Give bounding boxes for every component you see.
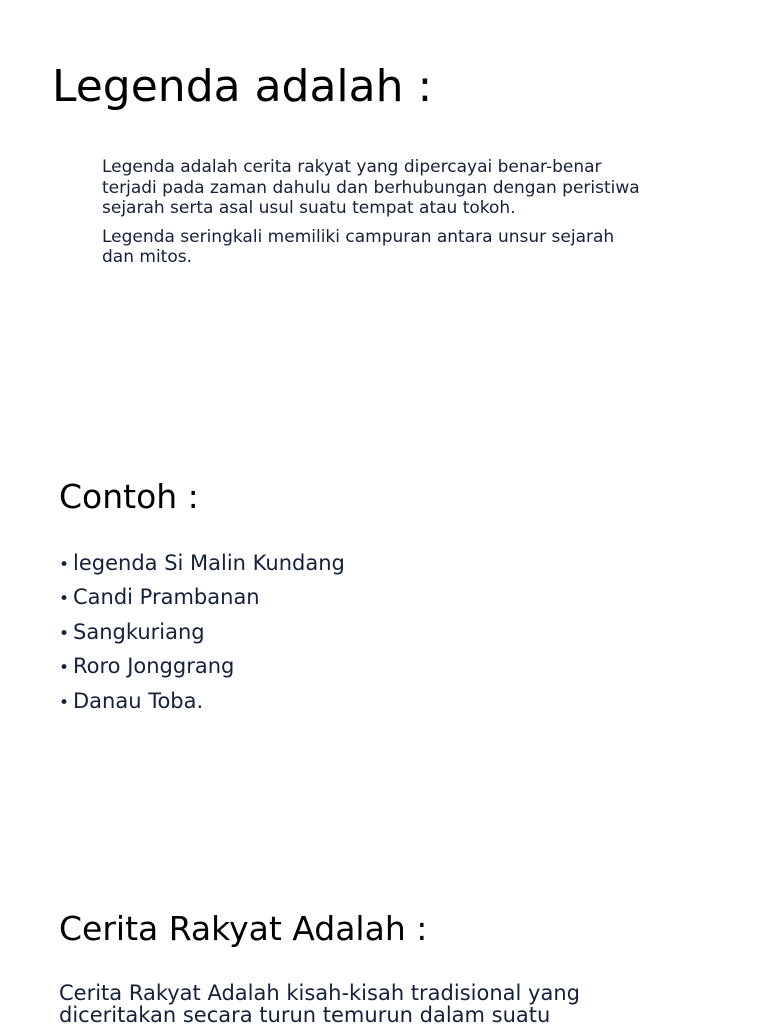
legenda-definition [102,157,642,276]
list-item-label: Roro Jonggrang [73,654,235,679]
contoh-title: Contoh : [59,477,199,516]
list-item-label: legenda Si Malin Kundang [73,551,345,575]
bullet-icon: • [59,658,70,679]
bullet-icon: • [59,692,70,713]
cerita-rakyat-paragraph: Cerita Rakyat Adalah kisah-kisah tradisional yang diceritakan secara turun temurun dalam suatu [59,981,580,1027]
bullet-icon: • [59,555,70,575]
list-item-label: Candi Prambanan [73,585,260,610]
list-item-label: Sangkuriang [73,619,205,644]
legenda-title: Legenda adalah : [52,61,433,112]
list-item-label: Danau Toba. [73,688,204,713]
contoh-list [59,547,345,719]
list-item [59,547,345,581]
cerita-rakyat-title: Cerita Rakyat Adalah : [59,909,428,948]
legenda-paragraph-1: Legenda adalah cerita rakyat yang dipercayai benar-benar terjadi pada zaman dahulu dan berhubungan dengan peristiwa sejarah serta asal usul suatu tempat atau tokoh. [102,157,640,218]
bullet-icon: • [59,589,70,610]
list-item [59,581,345,615]
list-item [59,616,345,650]
list-item [59,685,345,719]
legenda-paragraph-2: Legenda seringkali memiliki campuran antara unsur sejarah dan mitos. [102,226,615,267]
bullet-icon: • [59,623,70,644]
list-item [59,650,345,684]
